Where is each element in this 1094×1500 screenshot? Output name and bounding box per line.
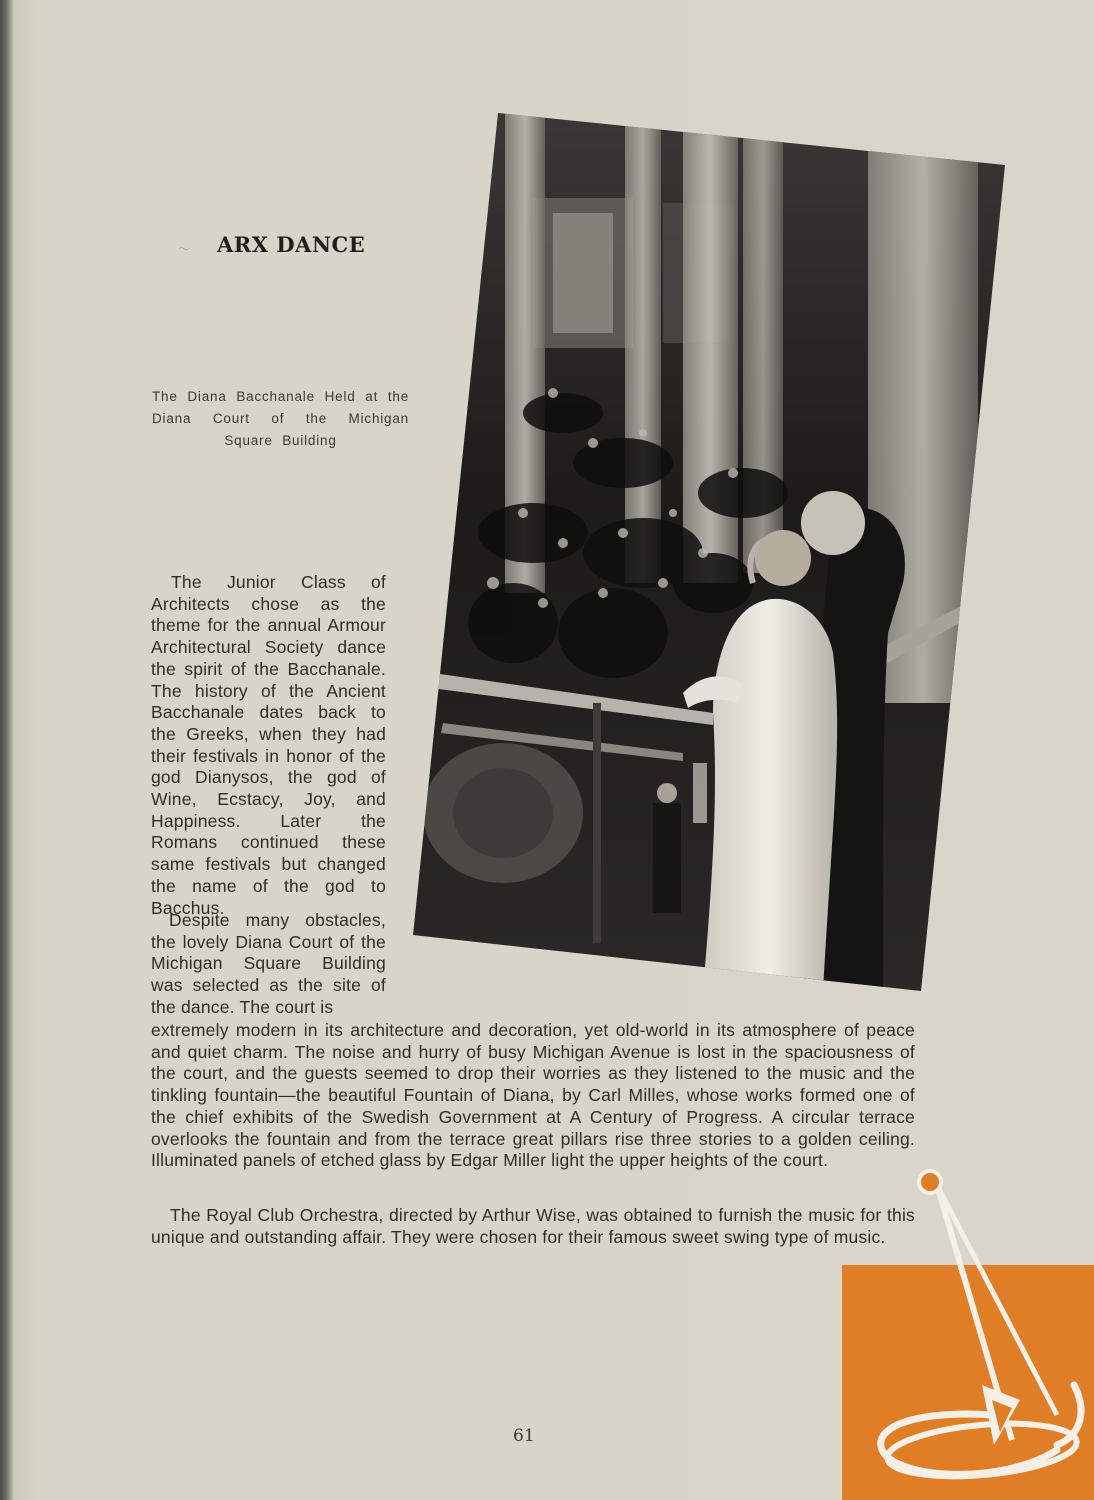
dance-photo-image bbox=[413, 113, 1005, 991]
dance-photograph bbox=[413, 113, 1005, 991]
paragraph-royal-club-orchestra: The Royal Club Orchestra, directed by Arthur Wise, was obtained to furnish the music for this unique and outstanding affair. They were chosen for their famous sweet swing type of music. bbox=[151, 1205, 915, 1247]
paragraph-junior-class: The Junior Class of Architects chose as the theme for the annual Armour Architectural Society dance the spirit of the Bacchanale. The history of the Ancient Bacchanale dates back to the Greeks, when they had their festivals in honor of the god Dianysos, the god of Wine, Ecstacy, Joy, and Happiness. Later the Romans continued these same festivals but changed the name of the god to Bacchus. bbox=[151, 572, 386, 918]
paragraph-diana-court-start: Despite many obstacles, the lovely Diana Court of the Michigan Square Building was selected as the site of the dance. The court is bbox=[151, 910, 386, 1017]
page-number: 61 bbox=[513, 1426, 535, 1446]
compass-and-ring-emblem-icon bbox=[842, 1160, 1094, 1500]
paragraph-diana-court-end: extremely modern in its architecture and decoration, yet old-world in its atmosphere of peace and quiet charm. The noise and hurry of busy Michigan Avenue is lost in the spaciousness of the court, and the guests seemed to drop their worries as they listened to the music and the tinkling fountain—the beautiful Fountain of Diana, by Carl Milles, whose works formed one of the chief exhibits of the Swedish Government at A Century of Progress. A circular terrace overlooks the fountain and from the terrace great pillars rise three stories to a golden ceiling. Illuminated panels of etched glass by Edgar Miller light the upper heights of the court. bbox=[151, 1020, 915, 1171]
photo-caption: The Diana Bacchanale Held at the Diana Court of the Michigan Square Building bbox=[152, 389, 409, 448]
ornament-mark: 〜 bbox=[178, 242, 191, 256]
page-title: ARX DANCE bbox=[217, 232, 366, 257]
